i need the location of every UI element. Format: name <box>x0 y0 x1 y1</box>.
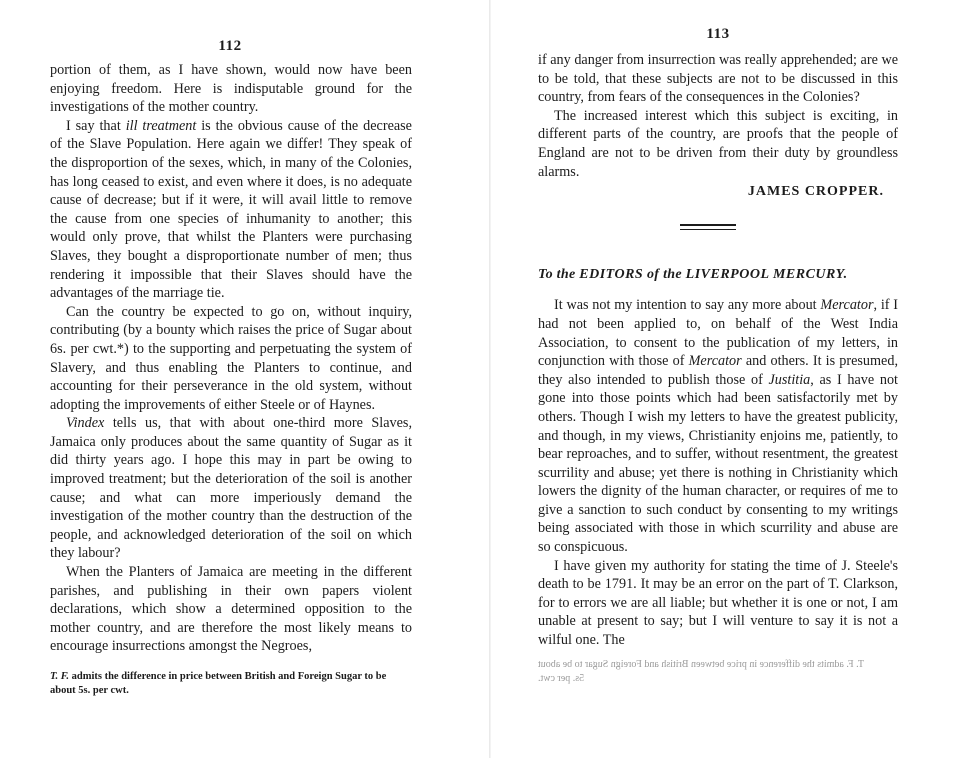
text-run: , as I have not gone into those points which had been satisfactorily met by others. Though I wish my letters to have the greatest publicity, and though, in my views, Christianity enjoins me, patiently, to bear reproaches, and to suffer, without resentment, the greatest scurrility and abuse; yet there is nothing in Christianity which lowers the dignity of the human character, or requires of me to give a sanction to such conduct by consenting to my writings being associated with those in which scurrility and abuse are so conspicuous. <box>538 371 898 556</box>
page-number-left: 112 <box>218 38 242 54</box>
paragraph: I have given my authority for stating the time of J. Steele's death to be 1791. It may be an error on the part of T. Clarkson, for to errors we are all liable; but whether it is one or not, I am unable at present to say; but I will venture to say it is not a wilful one. The <box>538 557 898 649</box>
page-number-right: 113 <box>706 26 730 42</box>
emphasis: Justitia <box>768 371 811 388</box>
paragraph: Can the country be expected to go on, without inquiry, contributing (by a bounty which raises the price of Sugar about 6s. per cwt.*) to the supporting and perpetuating the system of Slavery, and thus enabling the Planters to continue, and accounting for their perseverance in the old system, without adopting the improvements of either Steele or of Haynes. <box>50 303 412 413</box>
text-run: It was not my intention to say any more about <box>554 297 821 314</box>
bleed-through-text: T. F. admits the difference in price between British and Foreign Sugar to be about 5s. per cwt. <box>538 658 864 684</box>
section-rule <box>680 224 736 230</box>
right-page <box>490 0 980 758</box>
text-run: I say that <box>66 117 126 134</box>
left-text-column <box>50 61 412 656</box>
heading-text: To the <box>538 266 580 282</box>
emphasis: Mercator <box>688 353 742 370</box>
heading-text: LIVERPOOL MERCURY. <box>685 266 848 282</box>
paragraph: The increased interest which this subject is exciting, in different parts of the country, are proofs that the people of England are not to be driven from their duty by groundless alarms. <box>538 107 898 180</box>
footnote-author: T. F. <box>50 671 69 682</box>
heading-text: of the <box>643 266 686 282</box>
paragraph <box>538 296 898 556</box>
paragraph: When the Planters of Jamaica are meeting in the different parishes, and publishing in their own papers violent declarations, which show a determined opposition to the mother country, and are therefore the most likely means to encourage insurrections amongst the Negroes, <box>50 564 412 655</box>
text-run: is the obvious cause of the decrease of the Slave Population. Here again we differ! They speak of the disproportion of the sexes, which, in many of the Colonies, has long ceased to exist, and even where it does, is no adequate cause of decrease; but if it were, it will avail little to remove the cause from one species of inhumanity to another; this would only prove, that whilst the Planters were purchasing Slaves, they bought a disproportionate number of men; thus rendering it impossible that their Slaves should have the advantages of the marriage tie. <box>50 117 412 302</box>
emphasis: Mercator <box>820 297 874 314</box>
paragraph: if any danger from insurrection was really apprehended; are we to be told, that these subjects are not to be discussed in this country, from fears of the consequences in the Colonies? <box>538 52 898 106</box>
heading-text: EDITORS <box>579 266 644 282</box>
text-run: , if I had not been applied to, on behalf of the West India Association, to consent to the publication of my letters, in conjunction with those of <box>538 297 898 370</box>
right-text-column <box>538 51 898 650</box>
emphasis: Vindex <box>66 415 105 432</box>
paragraph <box>50 117 412 303</box>
signature: JAMES CROPPER. <box>747 184 884 200</box>
emphasis: ill treatment <box>125 117 197 134</box>
paragraph <box>50 414 412 563</box>
footnote-text: admits the difference in price between British and Foreign Sugar to be about 5s. per cwt. <box>50 671 387 696</box>
letter-heading <box>538 266 898 285</box>
paragraph: portion of them, as I have shown, would now have been enjoying freedom. Here is indisputable ground for the investigations of the mother country. <box>50 62 412 116</box>
footnote <box>50 670 412 698</box>
text-run: and others. It is presumed, they also intended to publish those of <box>538 353 898 388</box>
text-run: tells us, that with about one-third more Slaves, Jamaica only produces about the same quantity of Sugar as it did thirty years ago. I hope this may in part be owing to improved treatment; but the deterioration of the soil is another cause; and what can more imperiously demand the investigation of the mother country than the destruction of the people, and acknowledged deterioration of the soil on which they labour? <box>50 415 412 562</box>
